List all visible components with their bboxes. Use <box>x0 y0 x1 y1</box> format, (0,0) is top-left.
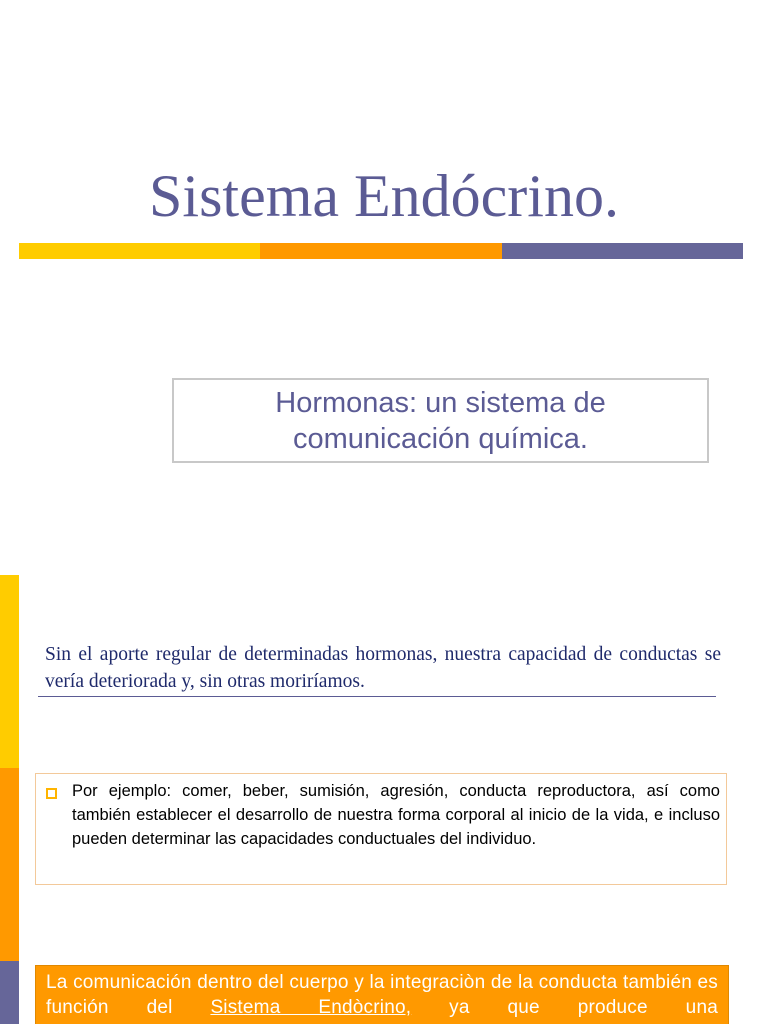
subtitle-box <box>172 378 709 463</box>
left-accent-yellow <box>0 575 19 768</box>
left-accent-purple <box>0 961 19 1024</box>
communication-text-after: ya que produce una <box>411 997 718 1018</box>
intro-underline-rule <box>38 696 716 697</box>
square-bullet-icon <box>46 788 57 799</box>
left-accent-orange <box>0 768 19 961</box>
subtitle-line-1: Hormonas: un sistema de <box>275 386 606 419</box>
subtitle-line-2: comunicación química. <box>293 422 588 455</box>
example-text: Por ejemplo: comer, beber, sumisión, agresión, conducta reproductora, así como también establecer el desarrollo de nuestra forma corporal al inicio de la vida, e incluso pueden determinar las capacidades conductuales del individuo. <box>72 782 720 848</box>
communication-text-before: La comunicación dentro del cuerpo y la integraciòn de la conducta también es función del <box>46 972 718 1018</box>
intro-paragraph: Sin el aporte regular de determinadas hormonas, nuestra capacidad de conductas se vería deteriorada y, sin otras moriríamos. <box>45 644 721 692</box>
divider-purple-segment <box>502 243 743 259</box>
communication-box <box>35 965 729 1024</box>
divider-orange-segment <box>260 243 501 259</box>
slide-title: Sistema Endócrino. <box>149 163 619 229</box>
title-divider <box>19 243 743 259</box>
sistema-endocrino-link[interactable]: Sistema Endòcrino, <box>210 997 412 1018</box>
divider-yellow-segment <box>19 243 260 259</box>
communication-text <box>46 970 718 1020</box>
example-box <box>35 773 727 885</box>
